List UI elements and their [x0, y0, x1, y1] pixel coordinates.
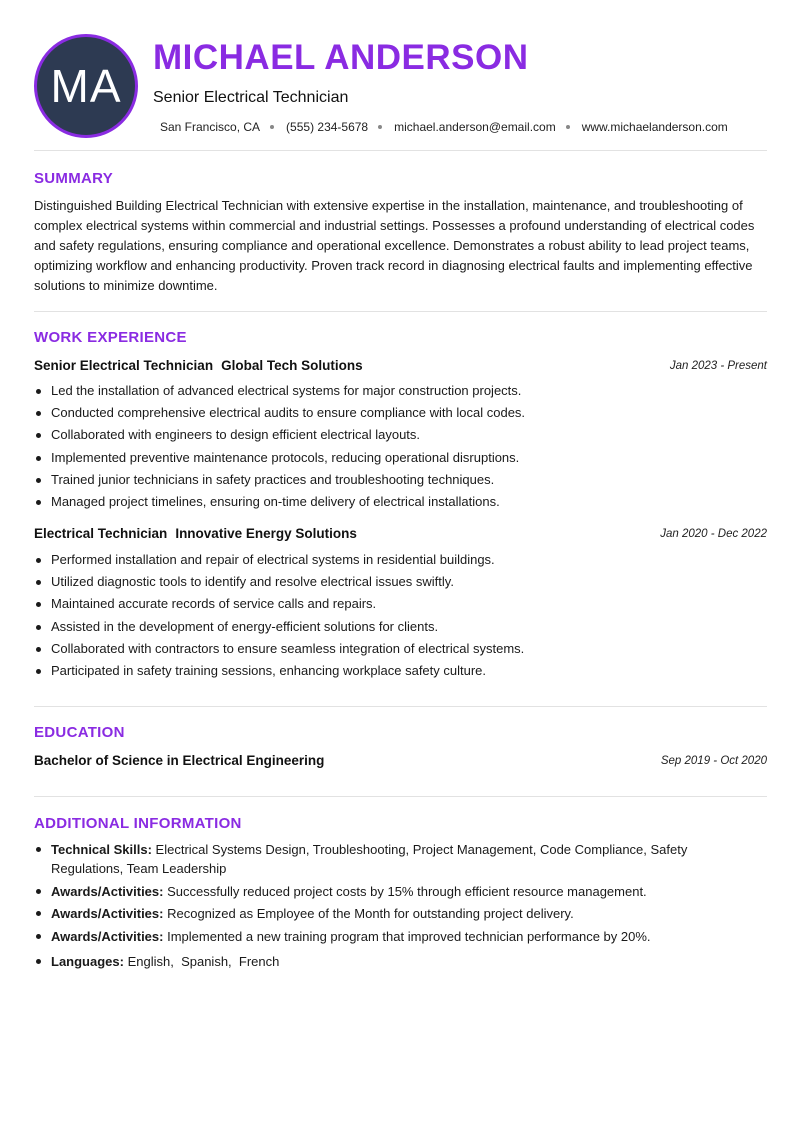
education-heading: EDUCATION — [34, 724, 125, 741]
item-text: Electrical Systems Design, Troubleshooting, Project Management, Code Compliance, Safety Regulations, Team Leadership — [51, 842, 688, 876]
resume-header — [34, 34, 767, 138]
list-item: Conducted comprehensive electrical audits to ensure compliance with local codes. — [51, 402, 767, 424]
item-label: Awards/Activities: — [51, 883, 164, 899]
list-item: Managed project timelines, ensuring on-time delivery of electrical installations. — [51, 491, 767, 513]
list-item — [51, 927, 751, 946]
list-item: Collaborated with contractors to ensure seamless integration of electrical systems. — [51, 638, 767, 660]
education-dates: Sep 2019 - Oct 2020 — [660, 755, 767, 767]
experience-heading: WORK EXPERIENCE — [34, 329, 187, 346]
contact-line — [160, 120, 728, 134]
list-item — [51, 904, 751, 923]
additional-heading: ADDITIONAL INFORMATION — [34, 815, 242, 832]
contact-phone: (555) 234-5678 — [286, 120, 369, 134]
avatar — [34, 34, 138, 138]
additional-list — [51, 840, 751, 974]
job-dates: Jan 2020 - Dec 2022 — [660, 528, 767, 540]
summary-text: Distinguished Building Electrical Technician with extensive expertise in the installation, maintenance, and troubleshooting of complex electrical systems within commercial and industrial settings. Possesses a profound understanding of electrical codes and safety regulations, ensuring compliance and operational excellence. Demonstrates a robust ability to lead project teams, optimizing workflow and enhancing productivity. Proven track record in diagnosing electrical faults and implementing effective solutions to minimize downtime. — [34, 198, 755, 293]
avatar-initials: MA — [50, 60, 122, 112]
separator-dot-icon — [378, 125, 382, 129]
education-entry — [34, 753, 767, 771]
list-item — [51, 882, 751, 901]
list-item: Trained junior technicians in safety practices and troubleshooting techniques. — [51, 469, 767, 491]
contact-email[interactable]: michael.anderson@email.com — [394, 120, 556, 134]
item-text: Recognized as Employee of the Month for outstanding project delivery. — [167, 906, 574, 921]
list-item: Implemented preventive maintenance protocols, reducing operational disruptions. — [51, 447, 767, 469]
separator-dot-icon — [270, 125, 274, 129]
divider — [34, 796, 767, 797]
job-bullets — [51, 380, 767, 513]
job-title — [34, 358, 363, 373]
item-label: Technical Skills: — [51, 842, 152, 857]
divider — [34, 311, 767, 312]
job-role: Senior Electrical Technician — [34, 358, 214, 373]
job-company: Global Tech Solutions — [221, 358, 363, 373]
job-role: Electrical Technician — [34, 526, 168, 541]
list-item — [51, 840, 751, 878]
contact-website[interactable]: www.michaelanderson.com — [581, 120, 728, 134]
list-item: Assisted in the development of energy-efficient solutions for clients. — [51, 616, 767, 638]
job-header — [34, 526, 767, 544]
summary-heading: SUMMARY — [34, 170, 114, 187]
separator-dot-icon — [566, 125, 570, 129]
divider — [34, 706, 767, 707]
list-item — [51, 952, 751, 971]
divider — [34, 150, 767, 151]
list-item: Maintained accurate records of service calls and repairs. — [51, 593, 767, 615]
list-item: Performed installation and repair of electrical systems in residential buildings. — [51, 549, 767, 571]
item-text: Successfully reduced project costs by 15% through efficient resource management. — [167, 883, 647, 899]
item-text: Implemented a new training program that improved technician performance by 20%. — [167, 928, 651, 944]
list-item: Led the installation of advanced electrical systems for major construction projects. — [51, 380, 767, 402]
list-item: Utilized diagnostic tools to identify and resolve electrical issues swiftly. — [51, 571, 767, 593]
job-header — [34, 358, 767, 376]
list-item: Collaborated with engineers to design efficient electrical layouts. — [51, 424, 767, 446]
item-text: English, Spanish, French — [127, 953, 280, 969]
job-bullets — [51, 549, 767, 682]
job-company: Innovative Energy Solutions — [175, 526, 357, 541]
candidate-name: MICHAEL ANDERSON — [153, 38, 529, 77]
contact-location: San Francisco, CA — [160, 120, 261, 134]
job-dates: Jan 2023 - Present — [669, 360, 767, 372]
job-title — [34, 526, 357, 541]
list-item: Participated in safety training sessions, enhancing workplace safety culture. — [51, 660, 767, 682]
degree-title: Bachelor of Science in Electrical Engineering — [34, 753, 325, 768]
item-label: Languages: — [51, 953, 124, 969]
candidate-title: Senior Electrical Technician — [153, 89, 349, 106]
item-label: Awards/Activities: — [51, 906, 164, 921]
item-label: Awards/Activities: — [51, 928, 164, 944]
